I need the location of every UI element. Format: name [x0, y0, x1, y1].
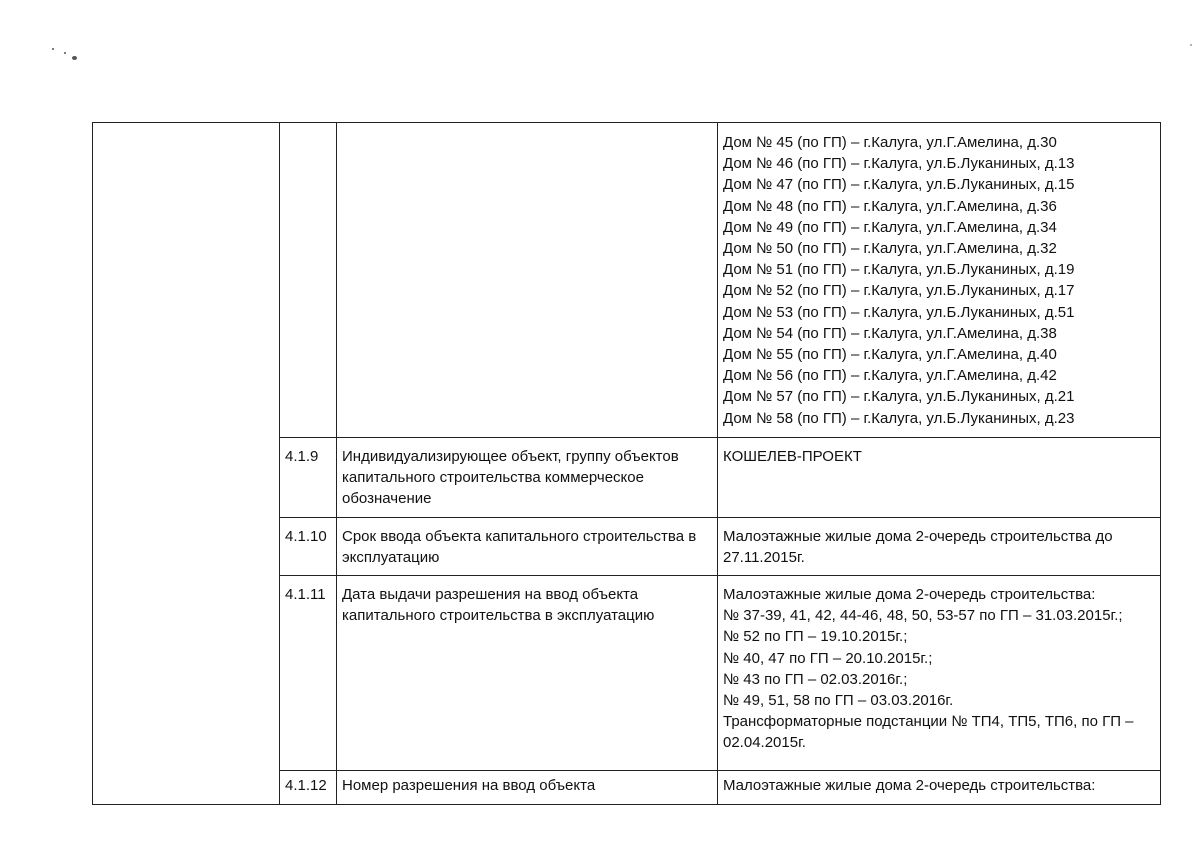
row-label: Дата выдачи разрешения на ввод объекта капитального строительства в эксплуатацию	[337, 576, 718, 771]
value-line: № 43 по ГП – 02.03.2016г.;	[723, 670, 908, 688]
scan-speck	[72, 56, 77, 60]
house-list-cell	[718, 123, 1161, 438]
row-number: 4.1.10	[280, 518, 337, 576]
value-line: КОШЕЛЕВ-ПРОЕКТ	[723, 448, 862, 465]
house-line: Дом № 58 (по ГП) – г.Калуга, ул.Б.Луканиных, д.23	[723, 409, 1075, 427]
house-line: Дом № 50 (по ГП) – г.Калуга, ул.Г.Амелина, д.32	[723, 240, 1057, 258]
house-line: Дом № 56 (по ГП) – г.Калуга, ул.Г.Амелина, д.42	[723, 367, 1057, 385]
row-value	[718, 518, 1161, 576]
number-cell	[280, 123, 337, 438]
value-line: № 40, 47 по ГП – 20.10.2015г.;	[723, 649, 933, 667]
row-number: 4.1.11	[280, 576, 337, 771]
row-label: Индивидуализирующее объект, группу объектов капитального строительства коммерческое обозначение	[337, 438, 718, 518]
house-line: Дом № 55 (по ГП) – г.Калуга, ул.Г.Амелина, д.40	[723, 346, 1057, 364]
value-line: 02.04.2015г.	[723, 734, 806, 752]
value-line: № 37-39, 41, 42, 44-46, 48, 50, 53-57 по ГП – 31.03.2015г.;	[723, 607, 1123, 625]
row-number: 4.1.9	[280, 438, 337, 518]
house-line: Дом № 48 (по ГП) – г.Калуга, ул.Г.Амелина, д.36	[723, 197, 1057, 215]
value-line: Трансформаторные подстанции № ТП4, ТП5, ТП6, по ГП –	[723, 713, 1134, 731]
value-line: Малоэтажные жилые дома 2-очередь строительства:	[723, 777, 1096, 794]
house-line: Дом № 54 (по ГП) – г.Калуга, ул.Г.Амелина, д.38	[723, 324, 1057, 342]
scan-speck	[64, 52, 66, 54]
label-cell	[337, 123, 718, 438]
table-row	[93, 123, 1161, 438]
house-line: Дом № 51 (по ГП) – г.Калуга, ул.Б.Луканиных, д.19	[723, 261, 1075, 279]
value-line: № 52 по ГП – 19.10.2015г.;	[723, 628, 908, 646]
house-line: Дом № 52 (по ГП) – г.Калуга, ул.Б.Луканиных, д.17	[723, 282, 1075, 300]
scan-speck	[52, 48, 54, 50]
document-table	[92, 122, 1161, 805]
row-value	[718, 438, 1161, 518]
value-line: Малоэтажные жилые дома 2-очередь строительства до	[723, 528, 1113, 545]
row-number: 4.1.12	[280, 771, 337, 805]
house-line: Дом № 49 (по ГП) – г.Калуга, ул.Г.Амелина, д.34	[723, 218, 1057, 236]
row-value	[718, 771, 1161, 805]
house-line: Дом № 46 (по ГП) – г.Калуга, ул.Б.Луканиных, д.13	[723, 155, 1075, 173]
value-line: Малоэтажные жилые дома 2-очередь строительства:	[723, 586, 1096, 603]
value-line: № 49, 51, 58 по ГП – 03.03.2016г.	[723, 692, 954, 710]
row-value	[718, 576, 1161, 771]
house-line: Дом № 53 (по ГП) – г.Калуга, ул.Б.Луканиных, д.51	[723, 303, 1075, 321]
value-line: 27.11.2015г.	[723, 549, 805, 567]
scan-speck	[1190, 44, 1192, 46]
house-line: Дом № 47 (по ГП) – г.Калуга, ул.Б.Луканиных, д.15	[723, 176, 1075, 194]
row-label: Номер разрешения на ввод объекта	[337, 771, 718, 805]
row-label: Срок ввода объекта капитального строительства в эксплуатацию	[337, 518, 718, 576]
house-line: Дом № 57 (по ГП) – г.Калуга, ул.Б.Луканиных, д.21	[723, 388, 1075, 406]
blank-column-cell	[93, 123, 280, 805]
house-line: Дом № 45 (по ГП) – г.Калуга, ул.Г.Амелина, д.30	[723, 134, 1057, 151]
